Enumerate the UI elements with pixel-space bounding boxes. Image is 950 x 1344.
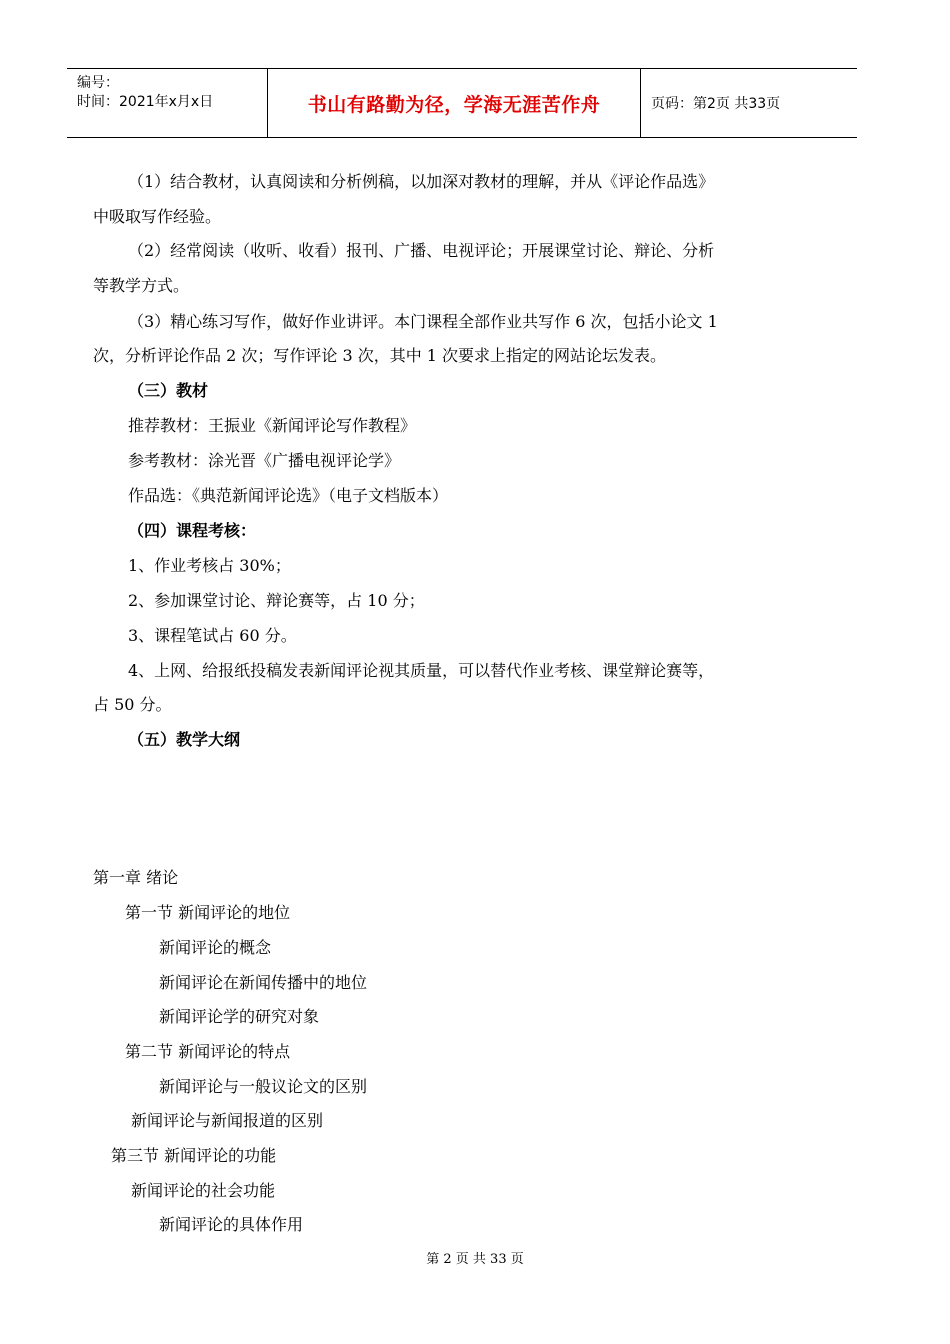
paragraph-1-line-1: （1）结合教材，认真阅读和分析例稿，以加深对教材的理解，并从《评论作品选》: [128, 172, 715, 191]
page-header: [67, 68, 857, 138]
textbook-recommended: 推荐教材：王振业《新闻评论写作教程》: [128, 416, 417, 435]
outline-item: 新闻评论在新闻传播中的地位: [159, 973, 368, 992]
textbook-reference: 参考教材：涂光晋《广播电视评论学》: [128, 451, 401, 470]
footer-page-number: 第 2 页 共 33 页: [426, 1252, 524, 1267]
assessment-item-3: 3、课程笔试占 60 分。: [128, 626, 297, 645]
textbook-works: 作品选：《典范新闻评论选》（电子文档版本）: [128, 486, 449, 505]
outline-item: 新闻评论与一般议论文的区别: [159, 1077, 368, 1096]
page-footer: [0, 1248, 950, 1267]
section-5-heading: （五）教学大纲: [128, 730, 241, 749]
doc-time-label: 时间：2021年x月x日: [77, 94, 214, 110]
outline-section-3: 第三节 新闻评论的功能: [111, 1146, 277, 1165]
assessment-item-1: 1、作业考核占 30%；: [128, 556, 291, 575]
assessment-item-4-line-2: 占 50 分。: [93, 695, 172, 714]
outline-chapter-1: 第一章 绪论: [93, 868, 179, 887]
paragraph-2-line-1: （2）经常阅读（收听、收看）报刊、广播、电视评论；开展课堂讨论、辩论、分析: [128, 241, 715, 260]
paragraph-1-line-2: 中吸取写作经验。: [93, 207, 222, 226]
paragraph-3-line-1: （3）精心练习写作，做好作业讲评。本门课程全部作业共写作 6 次，包括小论文 1: [128, 312, 718, 331]
outline-item: 新闻评论的概念: [159, 938, 272, 957]
section-4-heading: （四）课程考核：: [128, 521, 257, 540]
outline-item: 新闻评论的具体作用: [159, 1215, 304, 1234]
outline-item: 新闻评论与新闻报道的区别: [131, 1111, 324, 1130]
paragraph-2-line-2: 等教学方式。: [93, 276, 190, 295]
outline-item: 新闻评论的社会功能: [131, 1181, 276, 1200]
doc-number-label: 编号：: [77, 75, 119, 91]
outline-section-2: 第二节 新闻评论的特点: [125, 1042, 291, 1061]
assessment-item-2: 2、参加课堂讨论、辩论赛等，占 10 分；: [128, 591, 425, 610]
outline-item: 新闻评论学的研究对象: [159, 1007, 320, 1026]
assessment-item-4-line-1: 4、上网、给报纸投稿发表新闻评论视其质量，可以替代作业考核、课堂辩论赛等，: [128, 661, 715, 680]
header-page-info-cell: [641, 69, 857, 137]
header-motto-cell: [268, 69, 641, 137]
header-page-info: 页码：第2页 共33页: [651, 96, 781, 112]
paragraph-3-line-2: 次，分析评论作品 2 次；写作评论 3 次，其中 1 次要求上指定的网站论坛发表。: [93, 346, 667, 365]
header-meta: [67, 69, 268, 137]
section-3-heading: （三）教材: [128, 381, 209, 400]
header-motto: 书山有路勤为径，学海无涯苦作舟: [307, 93, 601, 116]
outline-section-1: 第一节 新闻评论的地位: [125, 903, 291, 922]
